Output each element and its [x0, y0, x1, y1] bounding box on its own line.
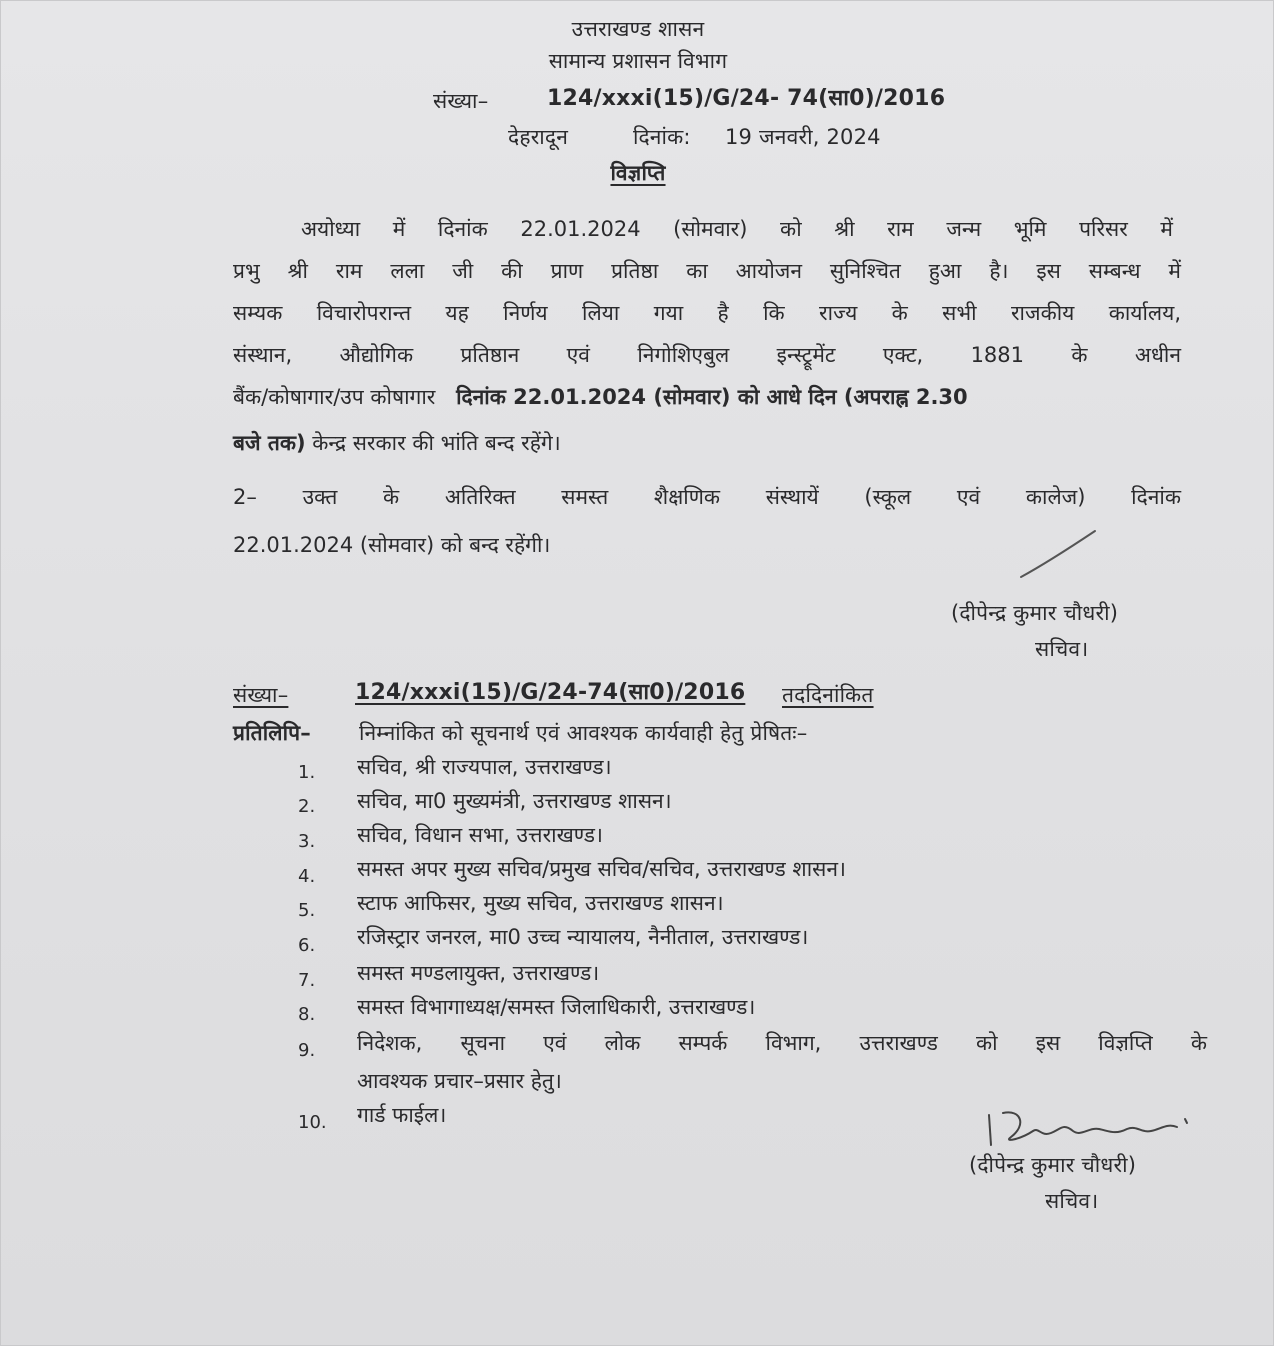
para2-line-1: 2– उक्त के अतिरिक्त समस्त शैक्षणिक संस्थायें (स्कूल एवं कालेज) दिनांक [233, 485, 1181, 509]
signatory-name-1: (दीपेन्द्र कुमार चौधरी) [951, 601, 1119, 625]
signatory-name-2: (दीपेन्द्र कुमार चौधरी) [969, 1153, 1137, 1177]
notice-title: विज्ञप्ति [610, 161, 666, 185]
recipient-item: सचिव, मा0 मुख्यमंत्री, उत्तराखण्ड शासन। [357, 789, 672, 813]
copy-reference-number: 124/xxxi(15)/G/24-74(सा0)/2016 [355, 680, 746, 705]
recipient-number: 7. [298, 970, 316, 991]
recipient-number: 9. [298, 1040, 316, 1061]
para1-line-5-bold: दिनांक 22.01.2024 (सोमवार) को आधे दिन (अपराह्न 2.30 [456, 385, 968, 409]
recipient-number: 6. [298, 935, 316, 956]
para1-line-4: संस्थान, औद्योगिक प्रतिष्ठान एवं निगोशिएबुल इन्स्ट्रूमेंट एक्ट, 1881 के अधीन [233, 343, 1181, 367]
recipient-item-continuation: आवश्यक प्रचार–प्रसार हेतु। [357, 1069, 562, 1093]
copy-label: प्रतिलिपि– [233, 721, 311, 745]
copy-reference-suffix: तददिनांकित [782, 683, 874, 707]
date-value: 19 जनवरी, 2024 [725, 125, 881, 149]
place-label: देहरादून [508, 125, 569, 149]
recipient-item: समस्त विभागाध्यक्ष/समस्त जिलाधिकारी, उत्तराखण्ड। [357, 995, 756, 1019]
para1-line-6-bold: बजे तक) [233, 431, 306, 455]
copy-reference-label: संख्या– [233, 683, 289, 707]
signatory-designation-1: सचिव। [1035, 637, 1089, 661]
recipient-item: निदेशक, सूचना एवं लोक सम्पर्क विभाग, उत्तराखण्ड को इस विज्ञप्ति के [357, 1031, 1207, 1055]
copy-intro: निम्नांकित को सूचनार्थ एवं आवश्यक कार्यवाही हेतु प्रेषितः– [359, 721, 808, 745]
recipient-number: 10. [298, 1112, 327, 1133]
recipient-number: 3. [298, 831, 316, 852]
recipient-number: 1. [298, 762, 316, 783]
para1-line-1: अयोध्या में दिनांक 22.01.2024 (सोमवार) को श्री राम जन्म भूमि परिसर में [301, 217, 1173, 241]
handwritten-signature [981, 1105, 1201, 1153]
recipient-number: 2. [298, 796, 316, 817]
para1-line-5 [233, 383, 968, 411]
signatory-designation-2: सचिव। [1045, 1189, 1099, 1213]
signature-mark [1013, 527, 1103, 583]
recipient-item: रजिस्ट्रार जनरल, मा0 उच्च न्यायालय, नैनीताल, उत्तराखण्ड। [357, 925, 809, 949]
reference-number: 124/xxxi(15)/G/24- 74(सा0)/2016 [547, 86, 946, 111]
recipient-item: गार्ड फाईल। [357, 1103, 447, 1127]
recipient-number: 5. [298, 900, 316, 921]
recipient-item: सचिव, विधान सभा, उत्तराखण्ड। [357, 823, 603, 847]
reference-label: संख्या– [433, 89, 489, 113]
department-heading: सामान्य प्रशासन विभाग [548, 49, 728, 73]
recipient-number: 4. [298, 866, 316, 887]
recipient-item: स्टाफ आफिसर, मुख्य सचिव, उत्तराखण्ड शासन। [357, 891, 724, 915]
date-label: दिनांक: [633, 125, 691, 149]
recipient-item: समस्त मण्डलायुक्त, उत्तराखण्ड। [357, 961, 600, 985]
government-heading: उत्तराखण्ड शासन [571, 17, 705, 41]
para1-line-2: प्रभु श्री राम लला जी की प्राण प्रतिष्ठा का आयोजन सुनिश्चित हुआ है। इस सम्बन्ध में [233, 259, 1181, 283]
recipient-number: 8. [298, 1004, 316, 1025]
para1-line-3: सम्यक विचारोपरान्त यह निर्णय लिया गया है कि राज्य के सभी राजकीय कार्यालय, [233, 301, 1181, 325]
para2-line-2: 22.01.2024 (सोमवार) को बन्द रहेंगी। [233, 533, 551, 557]
recipient-item: समस्त अपर मुख्य सचिव/प्रमुख सचिव/सचिव, उत्तराखण्ड शासन। [357, 857, 846, 881]
para1-line-5-normal: बैंक/कोषागार/उप कोषागार [233, 385, 436, 409]
para1-line-6 [233, 429, 561, 457]
para1-line-6-normal: केन्द्र सरकार की भांति बन्द रहेंगे। [312, 431, 561, 455]
recipient-item: सचिव, श्री राज्यपाल, उत्तराखण्ड। [357, 755, 612, 779]
